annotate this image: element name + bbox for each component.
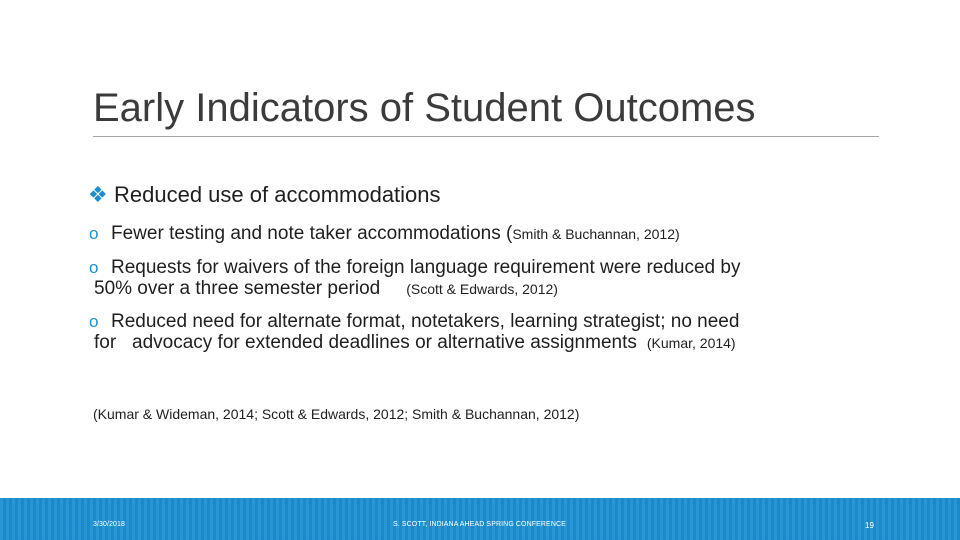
sub-bullet-2-line1: Requests for waivers of the foreign language requirement were reduced by <box>111 257 741 278</box>
slide-title: Early Indicators of Student Outcomes <box>93 86 756 130</box>
sub-bullet-3-line1: Reduced need for alternate format, notetakers, learning strategist; no need <box>111 311 740 332</box>
sub-bullet-2 <box>89 257 740 278</box>
sub-bullet-2-continuation <box>94 278 558 300</box>
circle-bullet-icon: o <box>89 312 99 331</box>
circle-bullet-icon: o <box>89 258 99 277</box>
footer-presenter: S. SCOTT, INDIANA AHEAD SPRING CONFERENCE <box>393 521 566 528</box>
main-bullet-text: Reduced use of accommodations <box>114 182 441 207</box>
sub-bullet-2-line2: 50% over a three semester period <box>94 278 381 299</box>
sub-bullet-3-line2: for advocacy for extended deadlines or alternative assignments <box>94 332 637 353</box>
references: (Kumar & Wideman, 2014; Scott & Edwards, 2012; Smith & Buchannan, 2012) <box>93 406 580 422</box>
sub-bullet-2-citation: (Scott & Edwards, 2012) <box>406 281 558 297</box>
sub-bullet-3-continuation <box>94 332 736 354</box>
sub-bullet-3 <box>89 311 739 332</box>
page-number: 19 <box>865 521 875 530</box>
footer-date: 3/30/2018 <box>93 521 126 528</box>
sub-bullet-1 <box>89 223 680 245</box>
sub-bullet-1-citation-paren: ( <box>505 223 513 244</box>
main-bullet <box>88 181 441 209</box>
footer-bar <box>0 498 960 540</box>
sub-bullet-3-citation: (Kumar, 2014) <box>646 335 736 351</box>
diamond-bullet-icon: ❖ <box>88 182 108 207</box>
circle-bullet-icon: o <box>89 224 99 243</box>
sub-bullet-1-text: Fewer testing and note taker accommodations <box>111 223 506 244</box>
sub-bullet-1-citation: Smith & Buchannan, 2012) <box>512 226 680 242</box>
title-divider <box>93 136 879 137</box>
